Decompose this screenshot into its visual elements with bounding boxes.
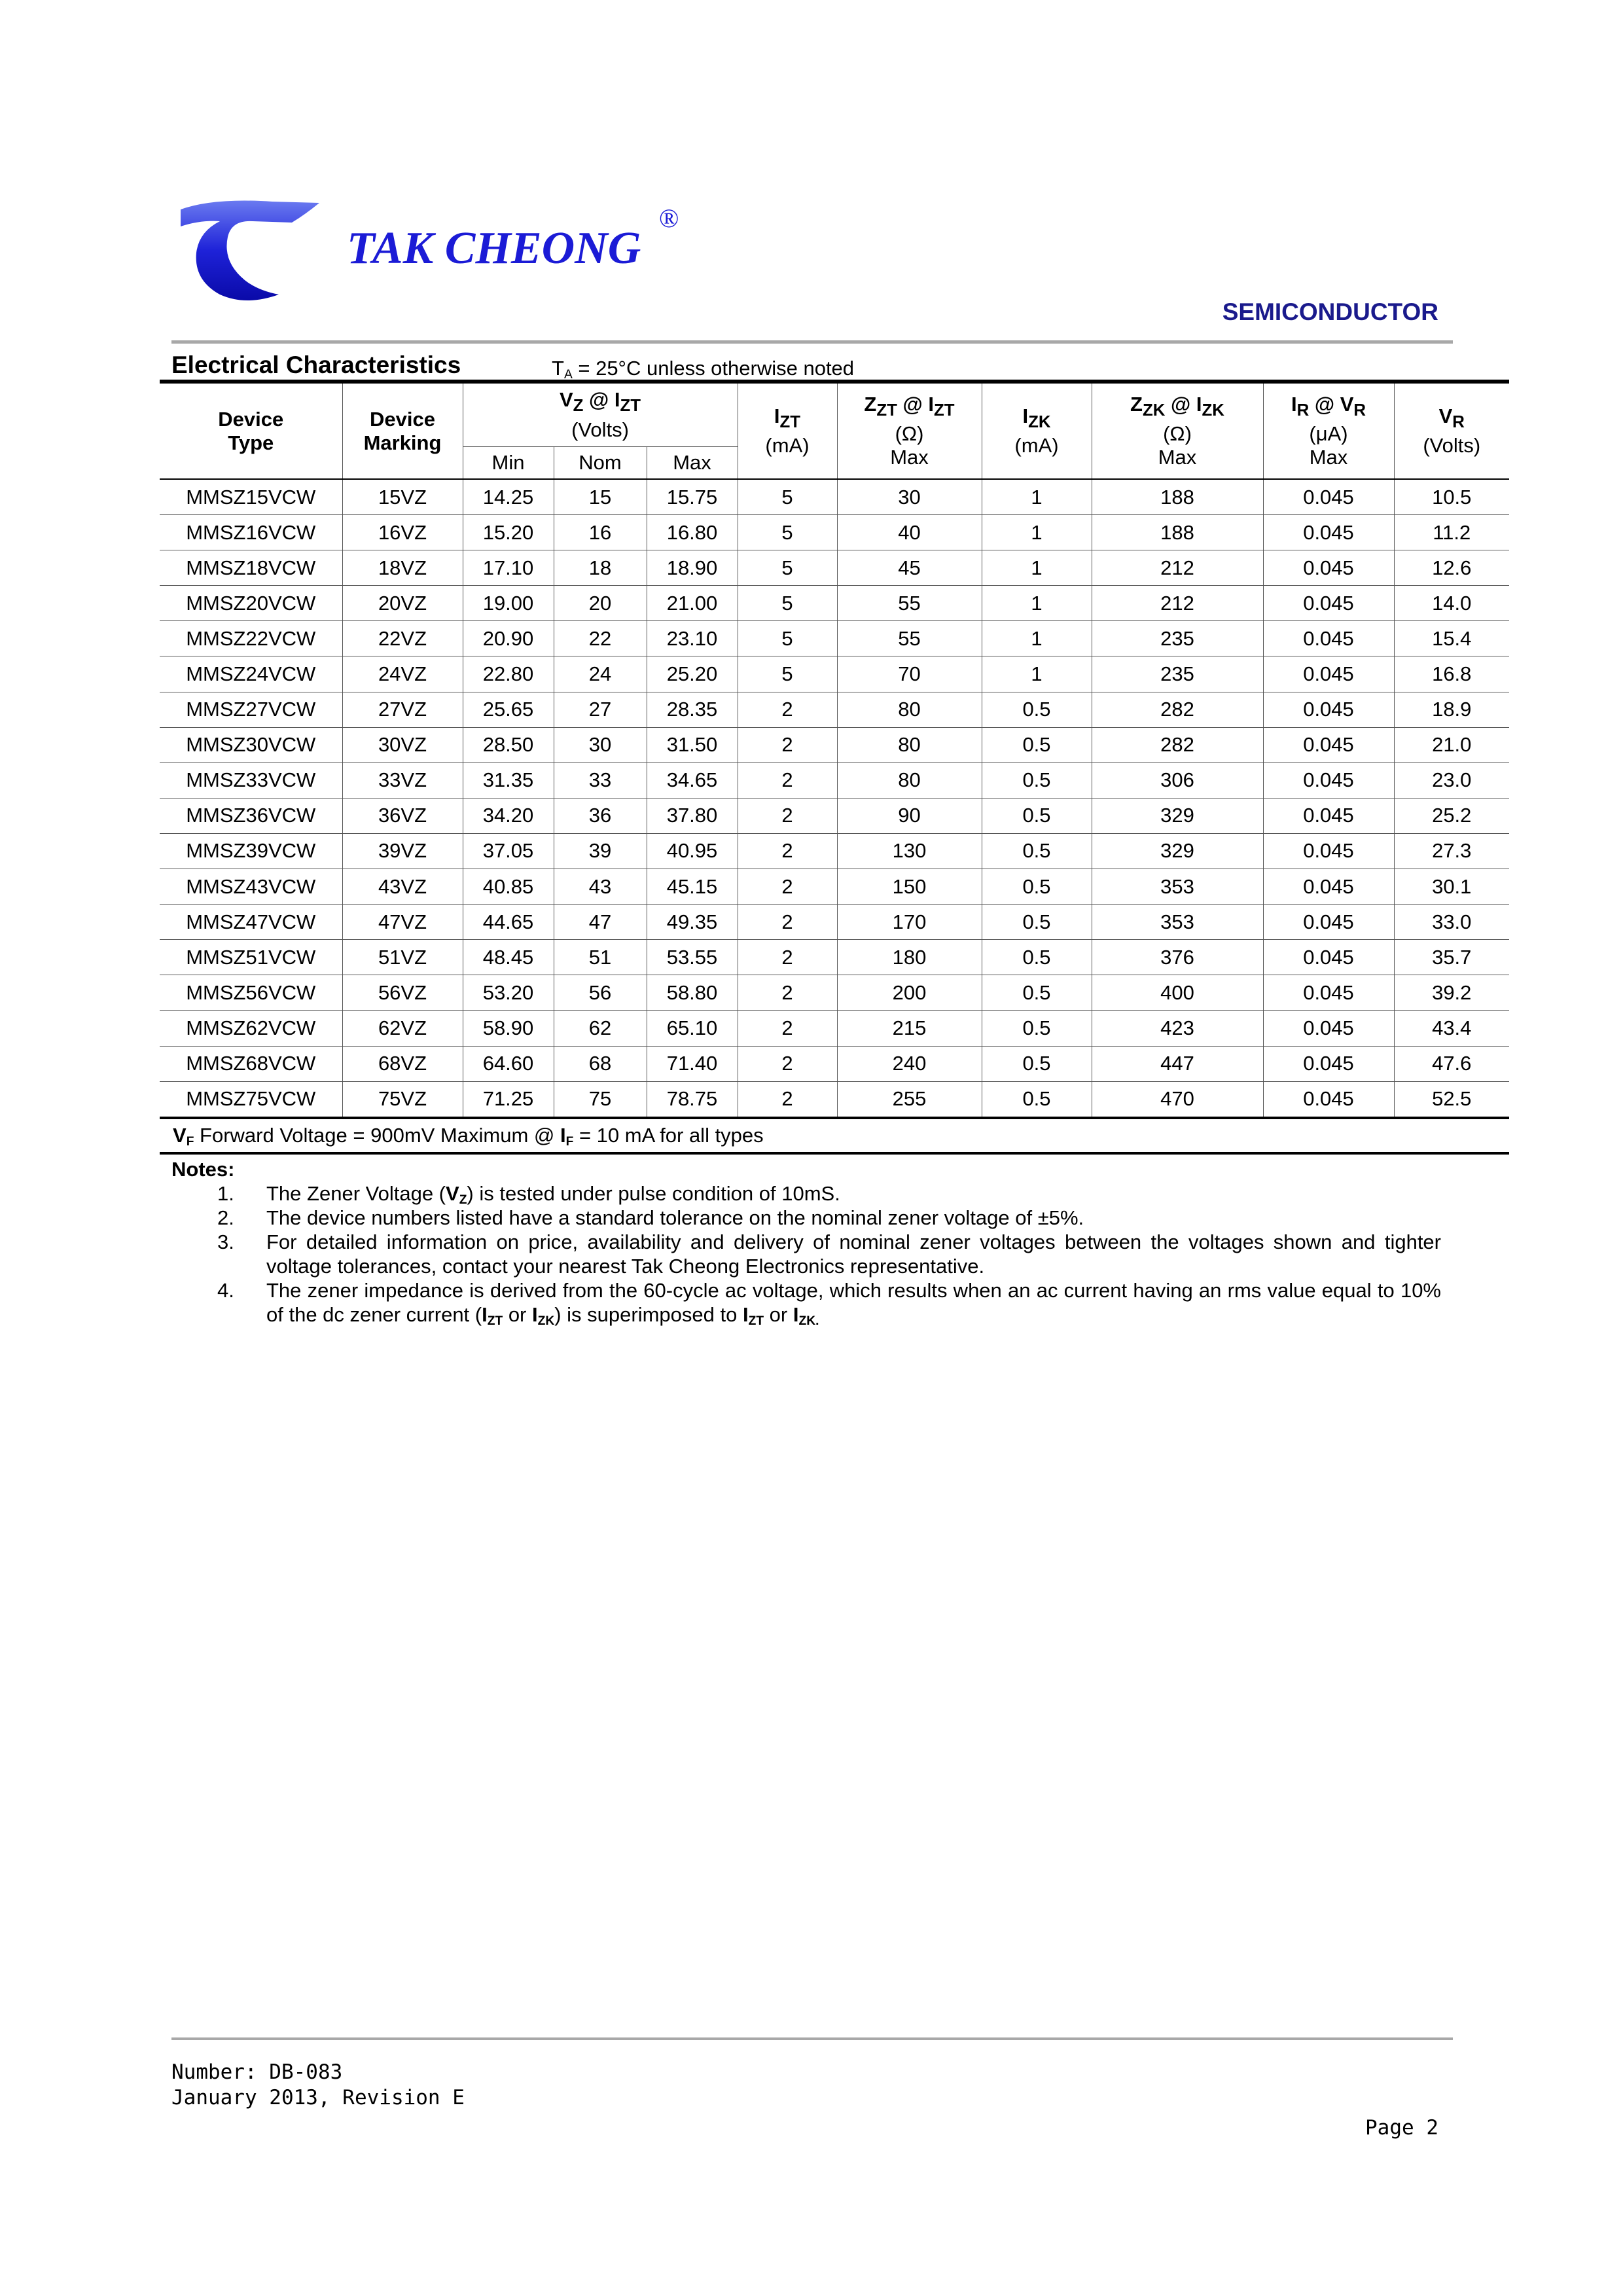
cell-device-type: MMSZ39VCW bbox=[160, 833, 342, 869]
table-row bbox=[160, 656, 1509, 692]
cell-device-type: MMSZ56VCW bbox=[160, 975, 342, 1011]
cell-izk: 1 bbox=[982, 479, 1092, 515]
cell-ir: 0.045 bbox=[1263, 515, 1394, 550]
cell-izk: 0.5 bbox=[982, 692, 1092, 727]
table-row bbox=[160, 621, 1509, 656]
cell-zzt: 40 bbox=[837, 515, 982, 550]
cell-vz-min: 14.25 bbox=[463, 479, 554, 515]
cell-vz-nom: 20 bbox=[554, 586, 647, 621]
cell-vz-min: 19.00 bbox=[463, 586, 554, 621]
cell-ir: 0.045 bbox=[1263, 479, 1394, 515]
cell-izk: 0.5 bbox=[982, 940, 1092, 975]
cell-ir: 0.045 bbox=[1263, 975, 1394, 1011]
header-izk: $I_{ZK}$ (mA) bbox=[982, 382, 1092, 479]
cell-izk: 1 bbox=[982, 621, 1092, 656]
cell-vz-max: 71.40 bbox=[647, 1046, 738, 1081]
cell-zzk: 423 bbox=[1092, 1011, 1263, 1046]
cell-vz-max: 49.35 bbox=[647, 905, 738, 940]
cell-vz-max: 23.10 bbox=[647, 621, 738, 656]
cell-izk: 0.5 bbox=[982, 869, 1092, 905]
cell-ir: 0.045 bbox=[1263, 762, 1394, 798]
cell-izt: 5 bbox=[738, 550, 837, 586]
cell-zzk: 212 bbox=[1092, 550, 1263, 586]
cell-device-marking: 56VZ bbox=[342, 975, 463, 1011]
cell-izt: 2 bbox=[738, 940, 837, 975]
table-row bbox=[160, 692, 1509, 727]
document-number: Number: DB-083 bbox=[171, 2060, 343, 2084]
cell-vr: 33.0 bbox=[1394, 905, 1509, 940]
cell-zzk: 235 bbox=[1092, 621, 1263, 656]
cell-zzk: 353 bbox=[1092, 905, 1263, 940]
cell-ir: 0.045 bbox=[1263, 727, 1394, 762]
cell-vz-min: 40.85 bbox=[463, 869, 554, 905]
note-3: 3. For detailed information on price, availability and delivery of nominal zener voltages between the voltages shown and tighter voltage tolerances, contact your nearest Tak Cheong Electronics representative. bbox=[217, 1230, 1441, 1278]
cell-vz-nom: 62 bbox=[554, 1011, 647, 1046]
cell-izt: 5 bbox=[738, 515, 837, 550]
cell-device-marking: 16VZ bbox=[342, 515, 463, 550]
cell-device-type: MMSZ68VCW bbox=[160, 1046, 342, 1081]
cell-izk: 0.5 bbox=[982, 727, 1092, 762]
cell-device-type: MMSZ20VCW bbox=[160, 586, 342, 621]
cell-zzt: 45 bbox=[837, 550, 982, 586]
cell-zzt: 70 bbox=[837, 656, 982, 692]
section-condition: $T_A = 25^\circ C$ unless otherwise noted bbox=[552, 357, 855, 382]
cell-ir: 0.045 bbox=[1263, 1046, 1394, 1081]
cell-vz-min: 15.20 bbox=[463, 515, 554, 550]
table-row bbox=[160, 479, 1509, 515]
cell-vz-nom: 22 bbox=[554, 621, 647, 656]
cell-vz-min: 71.25 bbox=[463, 1081, 554, 1118]
cell-vz-min: 34.20 bbox=[463, 798, 554, 833]
cell-izk: 0.5 bbox=[982, 1081, 1092, 1118]
cell-vz-max: 78.75 bbox=[647, 1081, 738, 1118]
cell-zzk: 282 bbox=[1092, 692, 1263, 727]
cell-vr: 27.3 bbox=[1394, 833, 1509, 869]
cell-ir: 0.045 bbox=[1263, 656, 1394, 692]
note-1: 1. The Zener Voltage $(V_Z)$ is tested under pulse condition of 10mS. bbox=[217, 1182, 840, 1207]
table-row bbox=[160, 586, 1509, 621]
cell-zzt: 255 bbox=[837, 1081, 982, 1118]
cell-izt: 2 bbox=[738, 869, 837, 905]
cell-ir: 0.045 bbox=[1263, 692, 1394, 727]
notes-heading: Notes: bbox=[171, 1158, 235, 1181]
cell-izt: 2 bbox=[738, 1011, 837, 1046]
cell-device-marking: 18VZ bbox=[342, 550, 463, 586]
cell-izt: 5 bbox=[738, 586, 837, 621]
cell-izk: 0.5 bbox=[982, 975, 1092, 1011]
cell-vz-max: 65.10 bbox=[647, 1011, 738, 1046]
cell-device-type: MMSZ22VCW bbox=[160, 621, 342, 656]
cell-zzt: 200 bbox=[837, 975, 982, 1011]
cell-device-type: MMSZ36VCW bbox=[160, 798, 342, 833]
cell-izt: 5 bbox=[738, 479, 837, 515]
tak-cheong-logo-icon bbox=[174, 196, 325, 308]
cell-vz-min: 20.90 bbox=[463, 621, 554, 656]
cell-zzt: 90 bbox=[837, 798, 982, 833]
cell-zzk: 376 bbox=[1092, 940, 1263, 975]
cell-vr: 35.7 bbox=[1394, 940, 1509, 975]
cell-vz-max: 21.00 bbox=[647, 586, 738, 621]
cell-vz-nom: 16 bbox=[554, 515, 647, 550]
cell-zzk: 329 bbox=[1092, 833, 1263, 869]
cell-zzk: 400 bbox=[1092, 975, 1263, 1011]
cell-device-marking: 62VZ bbox=[342, 1011, 463, 1046]
cell-vz-nom: 47 bbox=[554, 905, 647, 940]
forward-voltage-note: $V_F$ Forward Voltage = 900mV Maximum @ $I_F = 10$ mA for all types bbox=[160, 1118, 1509, 1153]
cell-zzk: 188 bbox=[1092, 479, 1263, 515]
cell-vz-nom: 75 bbox=[554, 1081, 647, 1118]
cell-vz-min: 58.90 bbox=[463, 1011, 554, 1046]
document-date: January 2013, Revision E bbox=[171, 2086, 465, 2109]
header-vz-min: Min bbox=[463, 447, 554, 480]
cell-vr: 25.2 bbox=[1394, 798, 1509, 833]
table-row bbox=[160, 975, 1509, 1011]
cell-izk: 0.5 bbox=[982, 905, 1092, 940]
cell-zzt: 240 bbox=[837, 1046, 982, 1081]
registered-mark: ® bbox=[659, 204, 679, 233]
cell-device-type: MMSZ24VCW bbox=[160, 656, 342, 692]
cell-vz-max: 34.65 bbox=[647, 762, 738, 798]
cell-vr: 43.4 bbox=[1394, 1011, 1509, 1046]
cell-zzt: 215 bbox=[837, 1011, 982, 1046]
cell-vz-min: 44.65 bbox=[463, 905, 554, 940]
header-device-marking: Device Marking bbox=[342, 382, 463, 479]
cell-vr: 52.5 bbox=[1394, 1081, 1509, 1118]
header-zzt: $Z_{ZT}$ @ $I_{ZT}$ (Ω) Max bbox=[837, 382, 982, 479]
cell-vz-nom: 33 bbox=[554, 762, 647, 798]
cell-izk: 1 bbox=[982, 515, 1092, 550]
cell-device-type: MMSZ18VCW bbox=[160, 550, 342, 586]
table-row bbox=[160, 798, 1509, 833]
cell-zzt: 80 bbox=[837, 727, 982, 762]
header-device-type: Device Type bbox=[160, 382, 342, 479]
header-divider bbox=[171, 340, 1453, 344]
cell-izt: 5 bbox=[738, 656, 837, 692]
cell-vz-max: 31.50 bbox=[647, 727, 738, 762]
cell-vz-nom: 43 bbox=[554, 869, 647, 905]
cell-vz-nom: 24 bbox=[554, 656, 647, 692]
table-row bbox=[160, 1011, 1509, 1046]
cell-vz-min: 25.65 bbox=[463, 692, 554, 727]
cell-vz-nom: 30 bbox=[554, 727, 647, 762]
note-2: 2. The device numbers listed have a standard tolerance on the nominal zener voltage of ±5%. bbox=[217, 1206, 1084, 1229]
header-vr: $V_R$ (Volts) bbox=[1394, 382, 1509, 479]
cell-izk: 1 bbox=[982, 586, 1092, 621]
cell-zzk: 235 bbox=[1092, 656, 1263, 692]
cell-zzt: 180 bbox=[837, 940, 982, 975]
cell-vz-min: 53.20 bbox=[463, 975, 554, 1011]
cell-izt: 2 bbox=[738, 1046, 837, 1081]
cell-ir: 0.045 bbox=[1263, 621, 1394, 656]
cell-device-type: MMSZ51VCW bbox=[160, 940, 342, 975]
cell-device-type: MMSZ16VCW bbox=[160, 515, 342, 550]
cell-zzk: 329 bbox=[1092, 798, 1263, 833]
cell-izt: 2 bbox=[738, 905, 837, 940]
cell-device-marking: 47VZ bbox=[342, 905, 463, 940]
cell-izt: 5 bbox=[738, 621, 837, 656]
cell-zzt: 55 bbox=[837, 586, 982, 621]
cell-device-type: MMSZ47VCW bbox=[160, 905, 342, 940]
cell-ir: 0.045 bbox=[1263, 1081, 1394, 1118]
cell-zzt: 55 bbox=[837, 621, 982, 656]
cell-device-marking: 75VZ bbox=[342, 1081, 463, 1118]
cell-vr: 14.0 bbox=[1394, 586, 1509, 621]
cell-zzt: 80 bbox=[837, 692, 982, 727]
cell-device-marking: 20VZ bbox=[342, 586, 463, 621]
cell-izk: 0.5 bbox=[982, 1046, 1092, 1081]
section-title: Electrical Characteristics bbox=[171, 351, 461, 378]
cell-vz-max: 40.95 bbox=[647, 833, 738, 869]
cell-vz-nom: 27 bbox=[554, 692, 647, 727]
cell-device-marking: 30VZ bbox=[342, 727, 463, 762]
cell-vz-nom: 18 bbox=[554, 550, 647, 586]
cell-vz-nom: 56 bbox=[554, 975, 647, 1011]
cell-zzt: 130 bbox=[837, 833, 982, 869]
cell-device-marking: 39VZ bbox=[342, 833, 463, 869]
cell-vr: 47.6 bbox=[1394, 1046, 1509, 1081]
cell-vz-nom: 51 bbox=[554, 940, 647, 975]
header-izt: $I_{ZT}$ (mA) bbox=[738, 382, 837, 479]
cell-device-marking: 22VZ bbox=[342, 621, 463, 656]
cell-zzk: 188 bbox=[1092, 515, 1263, 550]
header-vz-max: Max bbox=[647, 447, 738, 480]
header-zzk: $Z_{ZK}$ @ $I_{ZK}$ (Ω) Max bbox=[1092, 382, 1263, 479]
notes-section bbox=[171, 1157, 1441, 1327]
table-row bbox=[160, 515, 1509, 550]
note-4: 4. The zener impedance is derived from the 60-cycle ac voltage, which results when an ac current having an rms value equal to 10% of the dc zener current ($I_{ZT}$ or $I_{ZK}$) is superimposed to $I_{ZT}$ or $I_{ZK.}$ bbox=[217, 1279, 1441, 1328]
cell-izk: 1 bbox=[982, 550, 1092, 586]
cell-izk: 0.5 bbox=[982, 833, 1092, 869]
cell-izk: 1 bbox=[982, 656, 1092, 692]
cell-vz-max: 53.55 bbox=[647, 940, 738, 975]
page-number: Page 2 bbox=[1365, 2116, 1438, 2140]
cell-device-type: MMSZ15VCW bbox=[160, 479, 342, 515]
cell-vz-max: 15.75 bbox=[647, 479, 738, 515]
cell-vz-min: 31.35 bbox=[463, 762, 554, 798]
cell-vz-max: 37.80 bbox=[647, 798, 738, 833]
header-vz-nom: Nom bbox=[554, 447, 647, 480]
cell-vr: 15.4 bbox=[1394, 621, 1509, 656]
cell-izk: 0.5 bbox=[982, 798, 1092, 833]
cell-vz-max: 58.80 bbox=[647, 975, 738, 1011]
cell-izt: 2 bbox=[738, 692, 837, 727]
cell-zzt: 170 bbox=[837, 905, 982, 940]
cell-izt: 2 bbox=[738, 762, 837, 798]
cell-izt: 2 bbox=[738, 833, 837, 869]
cell-device-marking: 27VZ bbox=[342, 692, 463, 727]
cell-ir: 0.045 bbox=[1263, 550, 1394, 586]
cell-vz-nom: 15 bbox=[554, 479, 647, 515]
cell-izt: 2 bbox=[738, 1081, 837, 1118]
cell-ir: 0.045 bbox=[1263, 1011, 1394, 1046]
division-label: SEMICONDUCTOR bbox=[1222, 298, 1438, 325]
cell-vz-nom: 39 bbox=[554, 833, 647, 869]
cell-zzk: 447 bbox=[1092, 1046, 1263, 1081]
cell-izk: 0.5 bbox=[982, 762, 1092, 798]
footer-divider bbox=[171, 2037, 1453, 2040]
cell-vz-min: 48.45 bbox=[463, 940, 554, 975]
cell-izk: 0.5 bbox=[982, 1011, 1092, 1046]
table-row bbox=[160, 905, 1509, 940]
cell-vr: 21.0 bbox=[1394, 727, 1509, 762]
cell-zzt: 80 bbox=[837, 762, 982, 798]
cell-vz-min: 28.50 bbox=[463, 727, 554, 762]
cell-vr: 12.6 bbox=[1394, 550, 1509, 586]
cell-device-type: MMSZ62VCW bbox=[160, 1011, 342, 1046]
cell-vz-min: 22.80 bbox=[463, 656, 554, 692]
cell-zzk: 282 bbox=[1092, 727, 1263, 762]
cell-vr: 10.5 bbox=[1394, 479, 1509, 515]
cell-device-marking: 51VZ bbox=[342, 940, 463, 975]
table-row bbox=[160, 833, 1509, 869]
cell-ir: 0.045 bbox=[1263, 940, 1394, 975]
cell-vz-min: 37.05 bbox=[463, 833, 554, 869]
cell-vr: 16.8 bbox=[1394, 656, 1509, 692]
cell-ir: 0.045 bbox=[1263, 586, 1394, 621]
cell-vr: 39.2 bbox=[1394, 975, 1509, 1011]
brand-name: TAK CHEONG bbox=[347, 223, 641, 274]
cell-vz-max: 25.20 bbox=[647, 656, 738, 692]
cell-zzk: 470 bbox=[1092, 1081, 1263, 1118]
cell-ir: 0.045 bbox=[1263, 905, 1394, 940]
cell-device-marking: 43VZ bbox=[342, 869, 463, 905]
table-row bbox=[160, 1046, 1509, 1081]
cell-izt: 2 bbox=[738, 727, 837, 762]
cell-ir: 0.045 bbox=[1263, 869, 1394, 905]
cell-device-type: MMSZ33VCW bbox=[160, 762, 342, 798]
table-row bbox=[160, 550, 1509, 586]
cell-izt: 2 bbox=[738, 798, 837, 833]
cell-zzk: 306 bbox=[1092, 762, 1263, 798]
cell-ir: 0.045 bbox=[1263, 798, 1394, 833]
cell-device-marking: 15VZ bbox=[342, 479, 463, 515]
cell-device-type: MMSZ27VCW bbox=[160, 692, 342, 727]
cell-vz-max: 18.90 bbox=[647, 550, 738, 586]
table-row bbox=[160, 762, 1509, 798]
cell-vr: 30.1 bbox=[1394, 869, 1509, 905]
cell-vz-max: 45.15 bbox=[647, 869, 738, 905]
header-vz-group: $V_Z$ @ $I_{ZT}$ (Volts) bbox=[463, 382, 738, 447]
cell-zzk: 212 bbox=[1092, 586, 1263, 621]
cell-vr: 18.9 bbox=[1394, 692, 1509, 727]
cell-device-type: MMSZ43VCW bbox=[160, 869, 342, 905]
cell-ir: 0.045 bbox=[1263, 833, 1394, 869]
cell-vr: 23.0 bbox=[1394, 762, 1509, 798]
cell-vz-min: 17.10 bbox=[463, 550, 554, 586]
cell-vz-nom: 68 bbox=[554, 1046, 647, 1081]
cell-device-marking: 68VZ bbox=[342, 1046, 463, 1081]
cell-vz-nom: 36 bbox=[554, 798, 647, 833]
cell-vz-max: 16.80 bbox=[647, 515, 738, 550]
cell-device-marking: 36VZ bbox=[342, 798, 463, 833]
cell-device-marking: 33VZ bbox=[342, 762, 463, 798]
table-row bbox=[160, 869, 1509, 905]
table-row bbox=[160, 727, 1509, 762]
table-row bbox=[160, 1081, 1509, 1118]
cell-zzt: 150 bbox=[837, 869, 982, 905]
cell-vz-max: 28.35 bbox=[647, 692, 738, 727]
cell-vr: 11.2 bbox=[1394, 515, 1509, 550]
electrical-characteristics-table bbox=[160, 380, 1509, 1155]
header-ir: $I_R$ @ $V_R$ (μA) Max bbox=[1263, 382, 1394, 479]
table-row bbox=[160, 940, 1509, 975]
cell-izt: 2 bbox=[738, 975, 837, 1011]
cell-device-marking: 24VZ bbox=[342, 656, 463, 692]
cell-zzt: 30 bbox=[837, 479, 982, 515]
cell-device-type: MMSZ75VCW bbox=[160, 1081, 342, 1118]
cell-zzk: 353 bbox=[1092, 869, 1263, 905]
cell-vz-min: 64.60 bbox=[463, 1046, 554, 1081]
cell-device-type: MMSZ30VCW bbox=[160, 727, 342, 762]
